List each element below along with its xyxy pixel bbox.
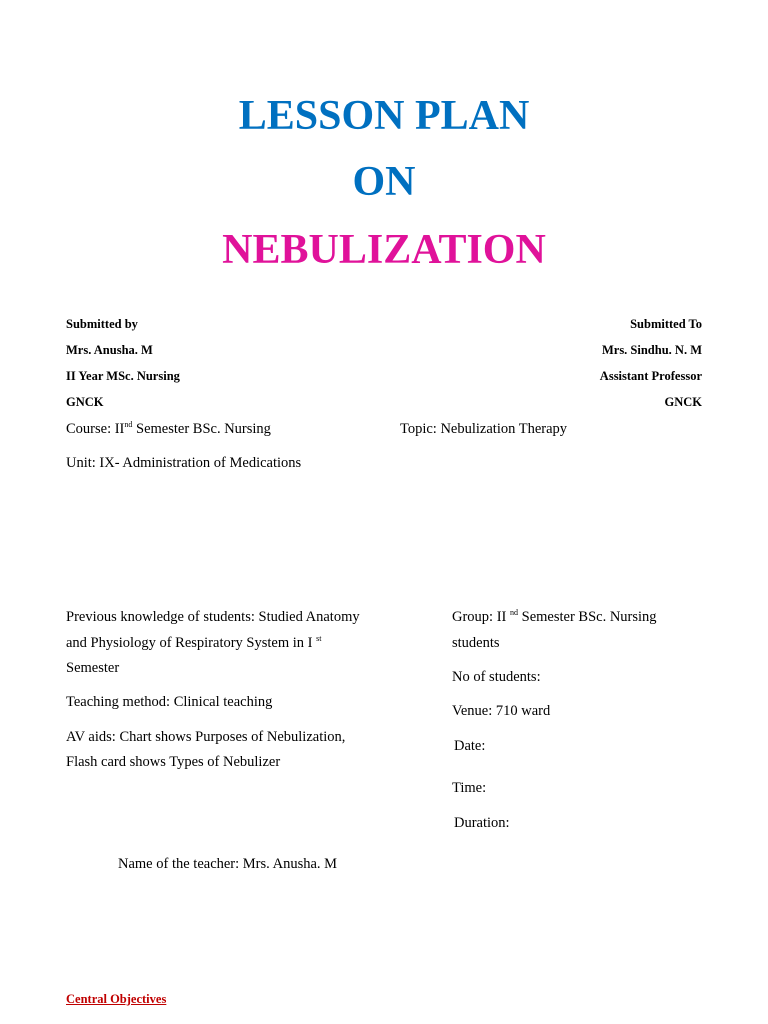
group-prefix: Group: II — [452, 609, 507, 625]
unit-line: Unit: IX- Administration of Medications — [66, 455, 302, 471]
central-objectives-heading: Central Objectives — [66, 992, 167, 1006]
course-sup: nd — [124, 420, 133, 429]
prev-knowledge-sup: st — [316, 634, 322, 643]
course-line — [66, 420, 271, 438]
title-line-3: NEBULIZATION — [222, 227, 546, 273]
submitted-to-institution: GNCK — [664, 395, 702, 409]
date: Date: — [454, 738, 486, 754]
prev-knowledge-line-2-text: and Physiology of Respiratory System in I — [66, 635, 313, 651]
teaching-method: Teaching method: Clinical teaching — [66, 694, 273, 710]
prev-knowledge-line-2 — [66, 634, 321, 652]
submitted-by-institution: GNCK — [66, 395, 104, 409]
group-line-1 — [452, 608, 657, 626]
course-suffix: Semester BSc. Nursing — [132, 421, 271, 437]
group-line-2: students — [452, 635, 500, 651]
duration: Duration: — [454, 815, 510, 831]
submitted-to-name: Mrs. Sindhu. N. M — [601, 343, 702, 357]
course-prefix: Course: II — [66, 421, 125, 437]
submitted-by-role: II Year MSc. Nursing — [66, 369, 180, 383]
submitted-to-heading: Submitted To — [630, 317, 702, 331]
title-line-1: LESSON PLAN — [238, 93, 530, 139]
submitted-by-name: Mrs. Anusha. M — [66, 343, 153, 357]
av-aids-line-1: AV aids: Chart shows Purposes of Nebulization, — [66, 729, 346, 745]
prev-knowledge-line-3: Semester — [66, 660, 120, 676]
submitted-to-role: Assistant Professor — [599, 369, 702, 383]
prev-knowledge-line-1: Previous knowledge of students: Studied Anatomy — [66, 609, 360, 625]
topic-line: Topic: Nebulization Therapy — [400, 421, 568, 437]
group-sup: nd — [510, 608, 518, 617]
av-aids-line-2: Flash card shows Types of Nebulizer — [66, 754, 281, 770]
no-of-students: No of students: — [452, 669, 541, 685]
submitted-by-heading: Submitted by — [66, 317, 138, 331]
time: Time: — [452, 780, 487, 796]
teacher-name: Name of the teacher: Mrs. Anusha. M — [118, 856, 338, 872]
group-suffix: Semester BSc. Nursing — [518, 609, 657, 625]
venue: Venue: 710 ward — [452, 703, 551, 719]
title-line-2: ON — [352, 159, 416, 205]
